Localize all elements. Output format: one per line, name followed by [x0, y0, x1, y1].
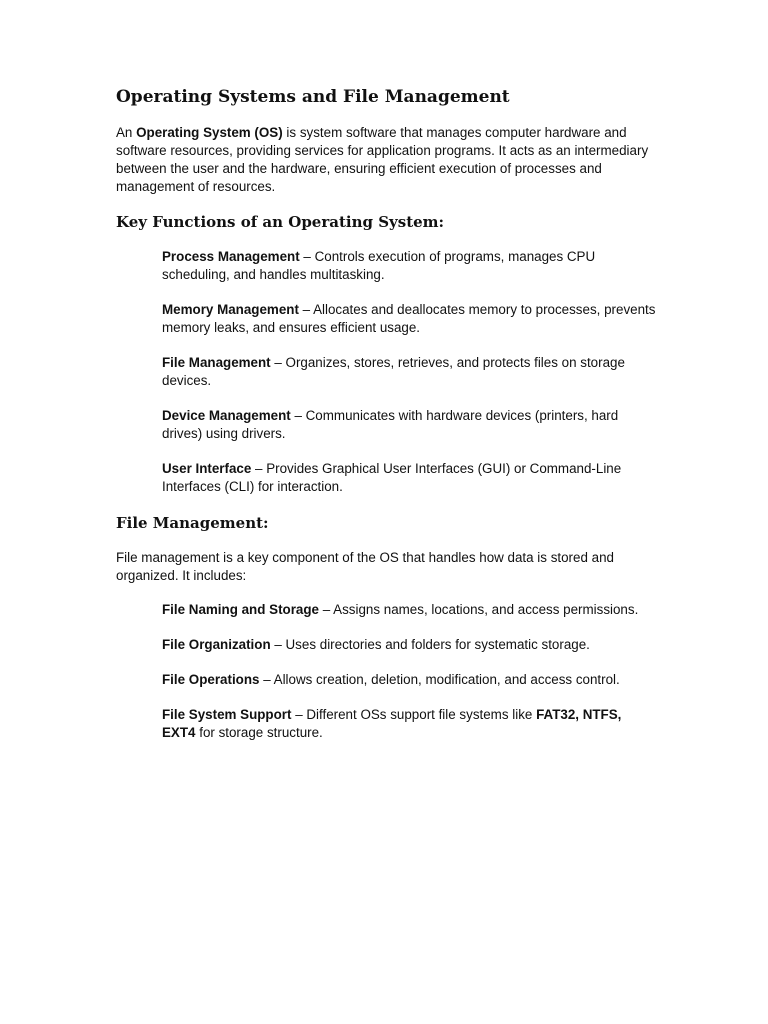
file-desc: – Different OSs support file systems like	[291, 707, 537, 722]
function-term: Process Management	[162, 249, 300, 264]
page-title: Operating Systems and File Management	[116, 87, 510, 107]
function-desc: – Organizes, stores, retrieves, and protects files on storage devices.	[162, 355, 625, 388]
intro-prefix: An	[116, 125, 137, 140]
file-term: File Organization	[162, 637, 271, 652]
fs-list: FAT32, NTFS, EXT4	[162, 707, 622, 740]
file-management-heading: File Management:	[116, 514, 269, 532]
function-term: User Interface	[162, 461, 252, 476]
file-term: File System Support	[162, 707, 292, 722]
function-desc: – Communicates with hardware devices (printers, hard drives) using drivers.	[162, 408, 619, 441]
file-term: File Naming and Storage	[162, 602, 319, 617]
file-item-fs-support	[162, 706, 656, 742]
document-content	[116, 86, 656, 759]
function-item-device	[162, 407, 656, 443]
file-desc: – Assigns names, locations, and access permissions.	[319, 602, 639, 617]
file-desc: – Allows creation, deletion, modification, and access control.	[259, 672, 620, 687]
function-desc: – Provides Graphical User Interfaces (GUI) or Command-Line Interfaces (CLI) for interaction.	[162, 461, 622, 494]
intro-paragraph	[116, 124, 656, 196]
file-desc: – Uses directories and folders for systematic storage.	[270, 637, 590, 652]
file-item-organization	[162, 636, 656, 654]
function-term: Memory Management	[162, 302, 299, 317]
intro-term: Operating System (OS)	[136, 125, 283, 140]
function-item-file	[162, 354, 656, 390]
file-item-operations	[162, 671, 656, 689]
function-desc: – Allocates and deallocates memory to processes, prevents memory leaks, and ensures efficient usage.	[162, 302, 656, 335]
function-term: File Management	[162, 355, 271, 370]
file-item-naming	[162, 601, 656, 619]
intro-rest: is system software that manages computer hardware and software resources, providing services for application programs. It acts as an intermediary between the user and the hardware, ensuring efficient execution of processes and management of resources.	[116, 125, 649, 194]
function-desc: – Controls execution of programs, manages CPU scheduling, and handles multitasking.	[162, 249, 596, 282]
file-term: File Operations	[162, 672, 260, 687]
function-item-memory	[162, 301, 656, 337]
function-term: Device Management	[162, 408, 291, 423]
file-desc-tail: for storage structure.	[195, 725, 323, 740]
function-item-process	[162, 248, 656, 284]
file-intro-paragraph: File management is a key component of the OS that handles how data is stored and organized. It includes:	[116, 550, 614, 583]
functions-heading: Key Functions of an Operating System:	[116, 213, 445, 231]
function-item-ui	[162, 460, 656, 496]
